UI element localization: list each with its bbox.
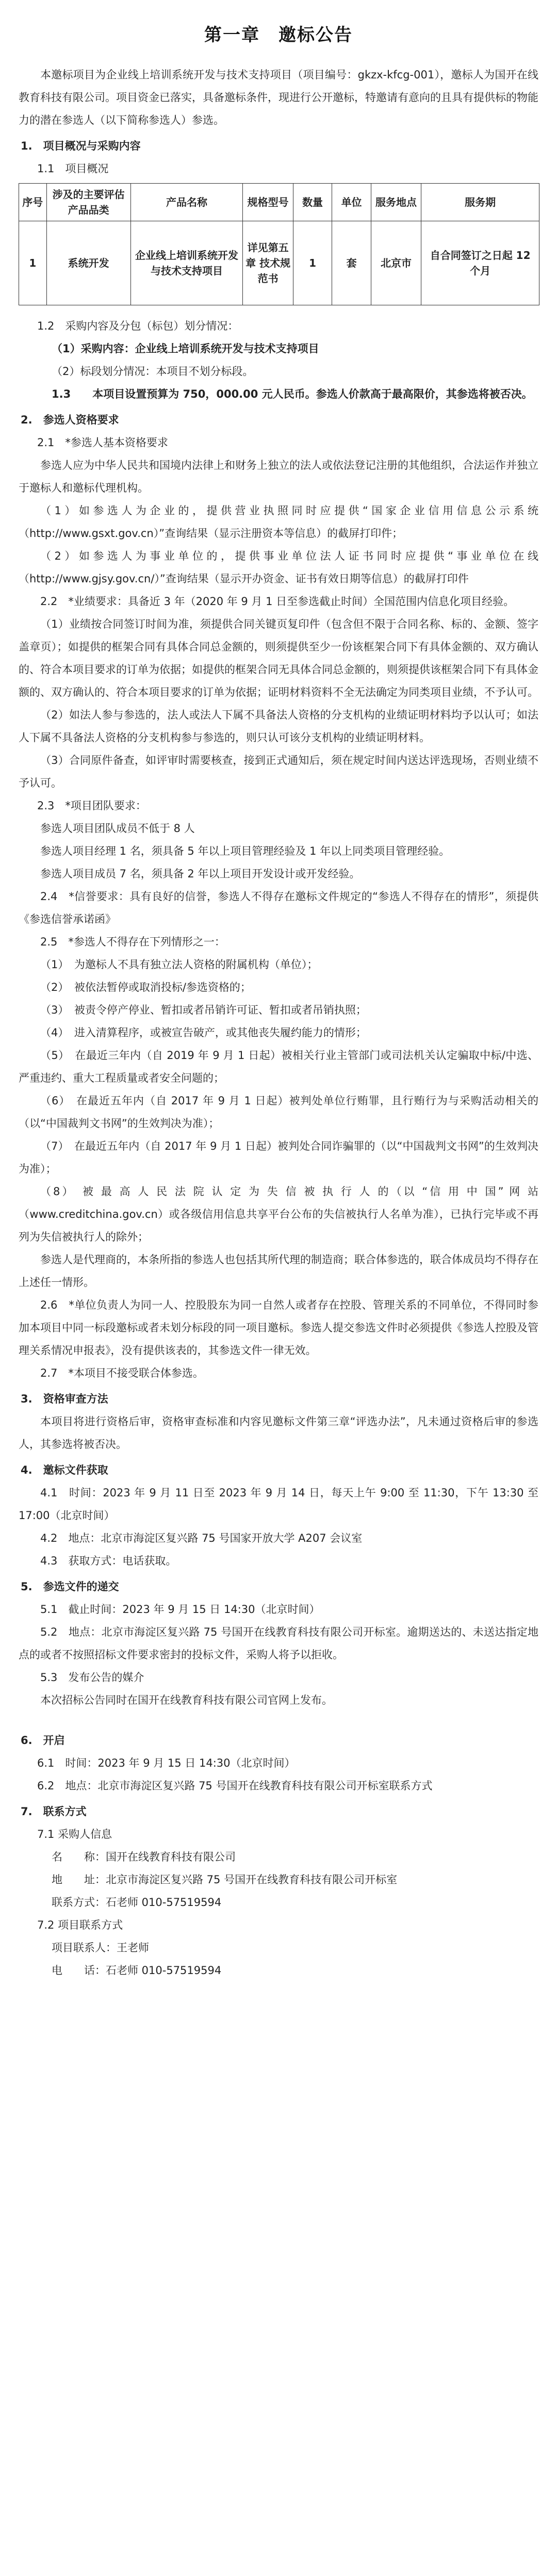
- section-3-heading: 3. 资格审查方法: [21, 1393, 108, 1405]
- publish-media-text: 本次招标公告同时在国开在线教育科技有限公司官网上发布。: [40, 1694, 333, 1706]
- purchaser-address: 北京市海淀区复兴路 75 号国开在线教育科技有限公司开标室: [106, 1873, 398, 1886]
- table-cell: 系统开发: [46, 221, 130, 305]
- team-requirement: 参选人项目成员 7 名，须具备 2 年以上项目开发设计或开发经验。: [40, 868, 361, 880]
- section-1-heading: 1. 项目概况与采购内容: [21, 140, 141, 152]
- performance-item: （2）如法人参与参选的，法人或法人下属不具备法人资格的分支机构的业绩证明材料均予以认可；如法人下属不具备法人资格的分支机构参与参选的，则只认可该分支机构的业绩证明材料。: [19, 709, 538, 744]
- purchaser-contact: 联系方式：石老师 010-57519594: [52, 1896, 222, 1909]
- intro-paragraph: 本邀标项目为企业线上培训系统开发与技术支持项目（项目编号：gkzx-kfcg-001），邀标人为国开在线教育科技有限公司。项目资金已落实，具备邀标条件，现进行公开邀标，特邀请有意向的且具有提供标的物能力的潜在参选人（以下简称参选人）参选。: [19, 69, 538, 126]
- exclusion-item: （4） 进入清算程序，或被宣告破产，或其他丧失履约能力的情形；: [40, 1026, 367, 1039]
- section-7-heading: 7. 联系方式: [21, 1805, 87, 1818]
- table-row: [19, 221, 539, 305]
- review-method-text: 本项目将进行资格后审，资格审查标准和内容见邀标文件第三章“评选办法”，凡未通过资格后审的参选人，其参选将被否决。: [19, 1415, 538, 1450]
- budget-paragraph: 1.3 本项目设置预算为 750，000.00 元人民币。参选人价款高于最高限价，其参选将被否决。: [52, 388, 533, 400]
- page-title: 第一章 邀标公告: [204, 25, 353, 45]
- table-header-cell: 服务期: [421, 184, 539, 221]
- exclusion-item: （7） 在最近五年内（自 2017 年 9 月 1 日起）被判处合同诈骗罪的（以“中国裁判文书网”的生效判决为准）；: [19, 1140, 538, 1175]
- team-requirement: 参选人项目团队成员不低于 8 人: [40, 822, 195, 835]
- lot-division: （2）标段划分情况：本项目不划分标段。: [52, 365, 254, 378]
- project-contact-person: 项目联系人：王老师: [52, 1942, 149, 1954]
- performance-requirement: 2.2 *业绩要求：具备近 3 年（2020 年 9 月 1 日至参选截止时间）全国范围内信息化项目经验。: [40, 595, 515, 608]
- table-cell: 1: [293, 221, 332, 305]
- exclusion-item: （1） 为邀标人不具有独立法人资格的附属机构（单位）；: [40, 958, 318, 971]
- section-4-heading: 4. 邀标文件获取: [21, 1464, 108, 1476]
- section-2-1-heading: 2.1 *参选人基本资格要求: [37, 436, 168, 449]
- control-relation-requirement: 2.6 *单位负责人为同一人、控股股东为同一自然人或者存在控股、管理关系的不同单位，不得同时参加本项目中同一标段邀标或者未划分标段的同一项目邀标。参选人提交参选文件时必须提供《参选人控股及管理关系情况申报表》，没有提供该表的，其参选文件一律无效。: [19, 1299, 538, 1357]
- section-1-2-heading: 1.2 采购内容及分包（标包）划分情况：: [37, 320, 239, 332]
- section-2-heading: 2. 参选人资格要求: [21, 414, 119, 426]
- exclusion-item: （5） 在最近三年内（自 2019 年 9 月 1 日起）被相关行业主管部门或司法机关认定骗取中标/中选、严重违约、重大工程质量或者安全问题的；: [19, 1049, 538, 1084]
- submit-place: 5.2 地点：北京市海淀区复兴路 75 号国开在线教育科技有限公司开标室。逾期送达的、未送达指定地点的或者不按照招标文件要求密封的投标文件，采购人将予以拒收。: [19, 1626, 538, 1661]
- opening-place: 6.2 地点：北京市海淀区复兴路 75 号国开在线教育科技有限公司开标室联系方式: [37, 1780, 433, 1792]
- table-header-cell: 单位: [332, 184, 371, 221]
- performance-item: （3）合同原件备查，如评审时需要核查，接到正式通知后，须在规定时间内送达评选现场，否则业绩不予认可。: [19, 754, 538, 789]
- purchaser-name: 国开在线教育科技有限公司: [106, 1851, 236, 1863]
- procurement-content: （1）采购内容：企业线上培训系统开发与技术支持项目: [52, 343, 319, 355]
- publish-media-heading: 5.3 发布公告的媒介: [40, 1671, 144, 1684]
- table-cell: 1: [19, 221, 47, 305]
- table-cell: 详见第五章 技术规范书: [243, 221, 293, 305]
- table-cell: 企业线上培训系统开发与技术支持项目: [130, 221, 243, 305]
- table-cell: 套: [332, 221, 371, 305]
- section-5-heading: 5. 参选文件的递交: [21, 1580, 119, 1593]
- exclusion-item: （2） 被依法暂停或取消投标/参选资格的；: [40, 981, 251, 993]
- consortium-note: 2.7 *本项目不接受联合体参选。: [40, 1367, 204, 1379]
- table-cell: 北京市: [371, 221, 421, 305]
- table-header-row: [19, 184, 539, 221]
- team-requirement: 参选人项目经理 1 名，须具备 5 年以上项目管理经验及 1 年以上同类项目管理经验。: [40, 845, 450, 857]
- exclusion-note: 参选人是代理商的，本条所指的参选人也包括其所代理的制造商；联合体参选的，联合体成员均不得存在上述任一情形。: [19, 1253, 538, 1289]
- submit-deadline: 5.1 截止时间：2023 年 9 月 15 日 14:30（北京时间）: [40, 1603, 320, 1616]
- project-phone: 石老师 010-57519594: [106, 1964, 222, 1977]
- basic-qualification-text: 参选人应为中华人民共和国境内法律上和财务上独立的法人或依法登记注册的其他组织，合法运作并独立于邀标人和邀标代理机构。: [19, 459, 538, 494]
- table-header-cell: 涉及的主要评估产品品类: [46, 184, 130, 221]
- project-contact-heading: 7.2 项目联系方式: [37, 1919, 123, 1931]
- table-header-cell: 规格型号: [243, 184, 293, 221]
- table-header-cell: 数量: [293, 184, 332, 221]
- project-phone-label: 电 话：: [52, 1964, 106, 1977]
- table-header-cell: 序号: [19, 184, 47, 221]
- table-cell: 自合同签订之日起 12 个月: [421, 221, 539, 305]
- qualification-item: （1）如参选人为企业的，提供营业执照同时应提供“国家企业信用信息公示系统（http://www.gsxt.gov.cn）”查询结果（显示注册资本等信息）的截屏打印件；: [19, 504, 538, 540]
- exclusion-item: （8） 被 最 高 人 民 法 院 认 定 为 失 信 被 执 行 人 的（以 “信 用 中 国” 网 站（www.creditchina.gov.cn）或各级信用信息共享平台公布的失信被执行人名单为准），已执行完毕或不再列为失信被执行人的除外；: [19, 1185, 538, 1243]
- project-phone-row: [52, 1959, 557, 1982]
- items-table: [19, 183, 539, 305]
- table-header-cell: 产品名称: [130, 184, 243, 221]
- section-1-1-heading: 1.1 项目概况: [37, 162, 109, 175]
- purchaser-name-label: 名 称：: [52, 1851, 106, 1863]
- purchaser-address-label: 地 址：: [52, 1873, 106, 1886]
- doc-obtain-time: 4.1 时间：2023 年 9 月 11 日至 2023 年 9 月 14 日，每天上午 9:00 至 11:30，下午 13:30 至 17:00（北京时间）: [19, 1487, 538, 1522]
- credit-requirement: 2.4 *信誉要求：具有良好的信誉，参选人不得存在邀标文件规定的“参选人不得存在的情形”，须提供《参选信誉承诺函》: [19, 890, 538, 925]
- section-2-3-heading: 2.3 *项目团队要求：: [37, 800, 146, 812]
- table-header-cell: 服务地点: [371, 184, 421, 221]
- exclusion-item: （3） 被责令停产停业、暂扣或者吊销许可证、暂扣或者吊销执照；: [40, 1004, 367, 1016]
- doc-obtain-method: 4.3 获取方式：电话获取。: [40, 1555, 177, 1567]
- performance-item: （1）业绩按合同签订时间为准，须提供合同关键页复印件（包含但不限于合同名称、标的、金额、签字盖章页）；如提供的框架合同有具体合同总金额的，则须提供至少一份该框架合同下有具体金额的、双方确认的、符合本项目要求的订单为依据；如提供的框架合同无具体合同总金额的，则须提供该框架合同下有具体金额的、双方确认的、符合本项目要求的订单为依据；证明材料资料不全无法确定为同类项目业绩，不予认可。: [19, 618, 538, 698]
- section-6-heading: 6. 开启: [21, 1734, 65, 1747]
- exclusion-item: （6） 在最近五年内（自 2017 年 9 月 1 日起）被判处单位行贿罪，且行贿行为与采购活动相关的（以“中国裁判文书网”的生效判决为准）；: [19, 1095, 538, 1130]
- purchaser-name-row: [52, 1846, 557, 1868]
- purchaser-address-row: [52, 1868, 557, 1891]
- exclusion-heading: 2.5 *参选人不得存在下列情形之一：: [40, 936, 225, 948]
- purchaser-info-heading: 7.1 采购人信息: [37, 1828, 112, 1840]
- doc-obtain-place: 4.2 地点：北京市海淀区复兴路 75 号国家开放大学 A207 会议室: [40, 1532, 363, 1544]
- opening-time: 6.1 时间：2023 年 9 月 15 日 14:30（北京时间）: [37, 1757, 296, 1769]
- qualification-item: （2）如参选人为事业单位的，提供事业单位法人证书同时应提供“事业单位在线（http://www.gjsy.gov.cn/）”查询结果（显示开办资金、证书有效日期等信息）的截屏打印件: [19, 550, 538, 585]
